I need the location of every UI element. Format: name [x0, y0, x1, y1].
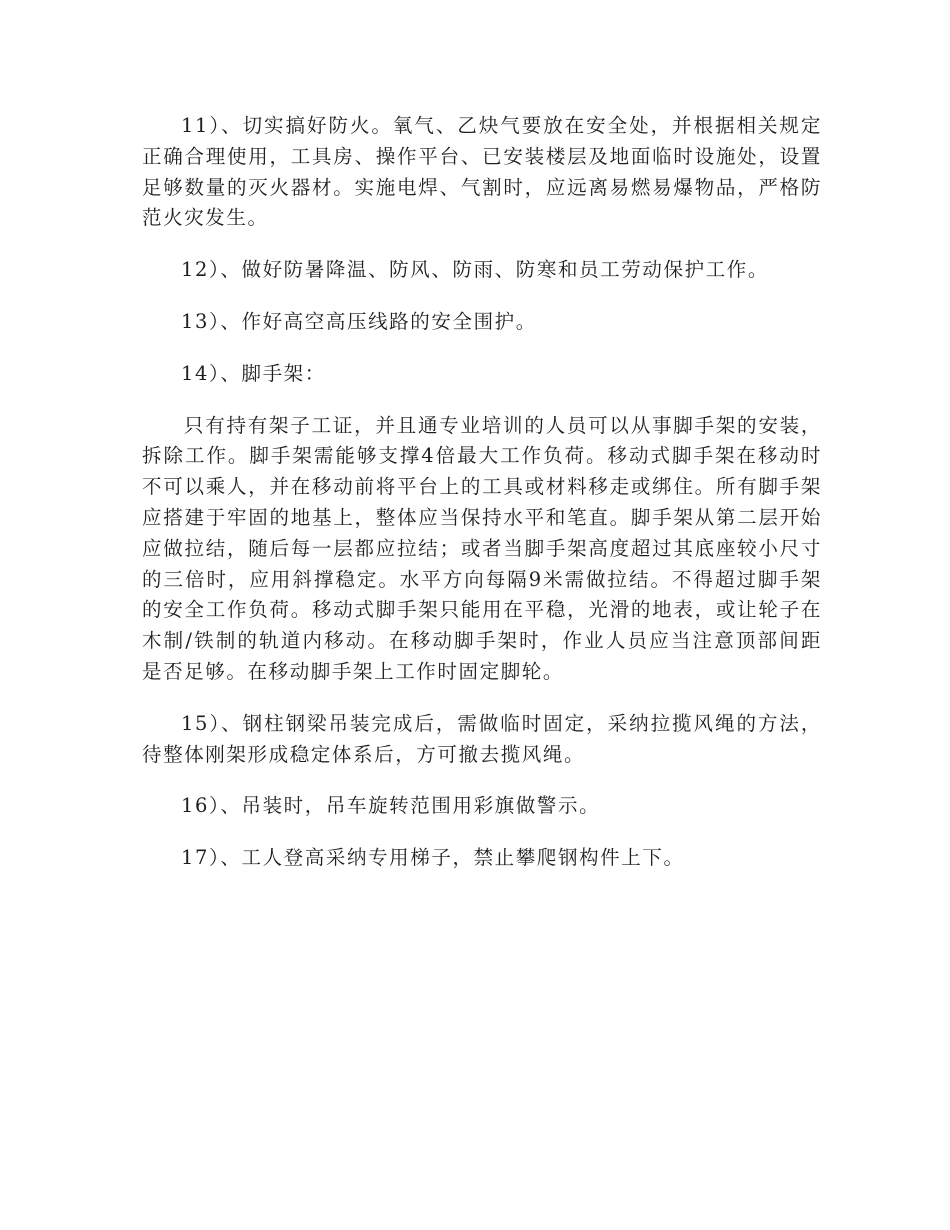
paragraph-item-16: 16）、吊装时，吊车旋转范围用彩旗做警示。 — [181, 794, 601, 818]
paragraph-item-15: 15）、钢柱钢梁吊装完成后，需做临时固定，采纳拉揽风绳的方法，待整体刚架形成稳定体系后，方可撤去揽风绳。 — [142, 711, 822, 766]
paragraph-scaffold-rules: 只有持有架子工证，并且通专业培训的人员可以从事脚手架的安装，拆除工作。脚手架需能够支撑4倍最大工作负荷。移动式脚手架在移动时不可以乘人，并在移动前将平台上的工具或材料移走或绑住。所有脚手架应搭建于牢固的地基上，整体应当保持水平和笔直。脚手架从第二层开始应做拉结，随后每一层都应拉结；或者当脚手架高度超过其底座较小尺寸的三倍时，应用斜撑稳定。水平方向每隔9米需做拉结。不得超过脚手架的安全工作负荷。移动式脚手架只能用在平稳，光滑的地表，或让轮子在木制/铁制的轨道内移动。在移动脚手架时，作业人员应当注意顶部间距是否足够。在移动脚手架上工作时固定脚轮。 — [142, 413, 822, 683]
document-body — [142, 111, 822, 874]
paragraph-item-14-heading: 14）、脚手架： — [181, 361, 326, 385]
paragraph-item-13: 13）、作好高空高压线路的安全围护。 — [181, 309, 537, 333]
paragraph-item-12: 12）、做好防暑降温、防风、防雨、防寒和员工劳动保护工作。 — [181, 258, 769, 282]
paragraph-item-11: 11）、切实搞好防火。氧气、乙炔气要放在安全处，并根据相关规定正确合理使用，工具房、操作平台、已安装楼层及地面临时设施处，设置足够数量的灭火器材。实施电焊、气割时，应远离易燃易爆物品，严格防范火灾发生。 — [142, 114, 822, 230]
paragraph-item-17: 17）、工人登高采纳专用梯子，禁止攀爬钢构件上下。 — [181, 846, 685, 870]
